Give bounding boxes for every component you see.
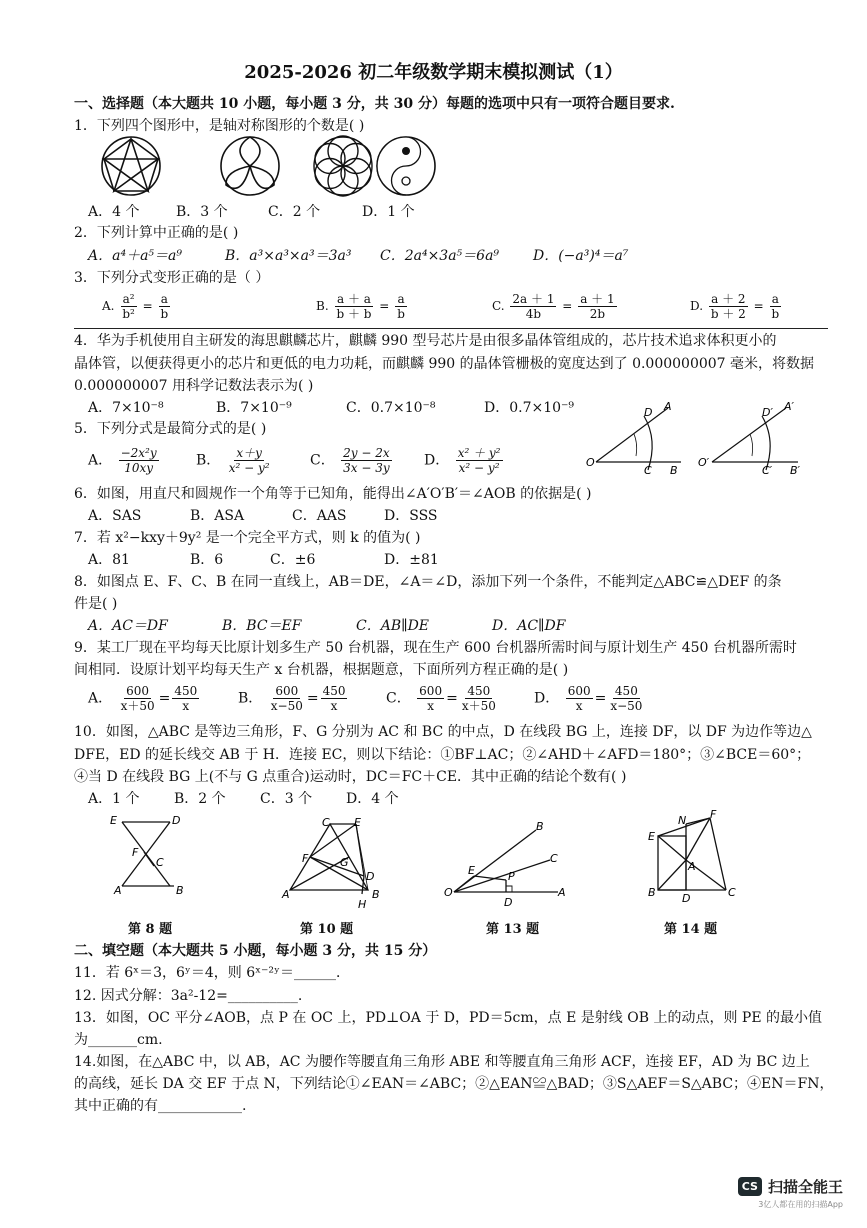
watermark-brand: 扫描全能王	[767, 1178, 843, 1196]
scanner-watermark	[738, 1176, 843, 1210]
svg-text:A: A	[282, 888, 290, 901]
q8-option-c: C．AB∥DE	[356, 618, 430, 634]
q1-figures	[100, 135, 440, 201]
caption-fig14: 第 14 题	[664, 922, 718, 937]
q3-stem: 3．下列分式变形正确的是（ ）	[74, 270, 270, 286]
q6-figure	[586, 400, 816, 478]
q1-option-a: A．4 个	[88, 204, 140, 220]
q10-option-b: B．2 个	[174, 791, 226, 807]
q14-line-2: 的高线，延长 DA 交 EF 于点 N，下列结论①∠EAN＝∠ABC；②△EAN≌△BAD；③S△AEF＝S△ABC；④EN＝FN，	[74, 1076, 834, 1092]
q9-option-c: C． $\frac{600}{x}$ = $\frac{450}{x+50}$	[386, 684, 496, 713]
six-petal-flower-figure	[314, 136, 372, 196]
svg-text:D: D	[172, 814, 181, 827]
q12-text: 12. 因式分解：3a²-12=__________.	[74, 988, 303, 1004]
q14-line-3: 其中正确的有____________.	[74, 1098, 247, 1114]
svg-text:D: D	[644, 406, 653, 419]
q4-line-1: 4．华为手机使用自主研发的海思麒麟芯片，麒麟 990 型号芯片是由很多晶体管组成的，芯片技术追求体积更小的	[74, 333, 777, 349]
q7-stem: 7．若 x²−kxy＋9y² 是一个完全平方式，则 k 的值为( )	[74, 530, 421, 546]
q4-line-3: 0.000000007 用科学记数法表示为( )	[74, 378, 314, 394]
svg-text:B: B	[176, 884, 184, 897]
q2-option-b: B．a³×a³×a³＝3a³	[225, 248, 352, 264]
q8-option-b: B．BC＝EF	[222, 618, 302, 634]
q6-option-a: A．SAS	[88, 508, 142, 524]
svg-text:E: E	[468, 864, 475, 877]
q13-line-2: 为_______cm.	[74, 1032, 163, 1048]
q11-text: 11．若 6ˣ＝3，6ʸ＝4，则 6ˣ⁻²ʸ＝______．	[74, 965, 350, 981]
q8-line-1: 8．如图点 E、F、C、B 在同一直线上，AB＝DE，∠A＝∠D，添加下列一个条件，不能判定△ABC≌△DEF 的条	[74, 574, 782, 590]
svg-text:B: B	[648, 886, 656, 899]
q4-option-b: B．7×10⁻⁹	[216, 400, 292, 416]
q4-option-c: C．0.7×10⁻⁸	[346, 400, 436, 416]
q4-line-2: 晶体管，以便获得更小的芯片和更低的电力功耗，而麒麟 990 的晶体管栅极的宽度达到了 0.000000007 毫米，将数据	[74, 356, 815, 372]
q7-option-a: A．81	[88, 552, 130, 568]
q13-line-1: 13．如图，OC 平分∠AOB，点 P 在 OC 上，PD⊥OA 于 D，PD＝5cm，点 E 是射线 OB 上的动点，则 PE 的最小值	[74, 1010, 822, 1026]
q5-option-b: B． $\frac{x+y}{\text{x² − y²}}$	[196, 446, 270, 475]
q3-option-c: C. $\frac{2a + 1}{4b}$ = $\frac{a + 1}{2b}$	[492, 292, 615, 321]
q6-option-b: B．ASA	[190, 508, 245, 524]
svg-text:G: G	[340, 856, 349, 869]
q9-option-a: A． $\frac{600}{x+50}$ = $\frac{450}{x}$	[88, 684, 198, 713]
three-petal-figure	[221, 137, 279, 195]
q10-option-a: A．1 个	[88, 791, 140, 807]
svg-text:A′: A′	[784, 400, 795, 413]
svg-text:H: H	[358, 898, 367, 911]
q2-option-d: D．(−a³)⁴＝a⁷	[533, 248, 629, 264]
q4-option-a: A．7×10⁻⁸	[88, 400, 164, 416]
q2-option-a: A．a⁴＋a⁵＝a⁹	[88, 248, 182, 264]
q6-option-d: D．SSS	[384, 508, 438, 524]
svg-text:B: B	[536, 820, 544, 833]
caption-fig8: 第 8 题	[128, 922, 173, 937]
q7-option-c: C．±6	[270, 552, 316, 568]
fig14-diagram	[640, 810, 750, 906]
q14-line-1: 14.如图，在△ABC 中，以 AB，AC 为腰作等腰直角三角形 ABE 和等腰直角三角形 ACF，连接 EF，AD 为 BC 边上	[74, 1054, 810, 1070]
q5-stem: 5．下列分式是最简分式的是( )	[74, 421, 267, 437]
q10-line-2: DFE，ED 的延长线交 AB 于 H．连接 EC，则以下结论：①BF⊥AC；②∠AHD＋∠AFD＝180°；③∠BCE＝60°；	[74, 747, 811, 763]
q6-stem: 6．如图，用直尺和圆规作一个角等于已知角，能得出∠A′O′B′＝∠AOB 的依据是( )	[74, 486, 592, 502]
svg-text:A: A	[688, 860, 696, 873]
q8-option-a: A．AC＝DF	[88, 618, 168, 634]
page-title: 2025-2026 初二年级数学期末模拟测试（1）	[244, 62, 623, 83]
svg-text:O: O	[586, 456, 595, 469]
svg-text:D: D	[366, 870, 375, 883]
svg-text:C: C	[322, 816, 330, 829]
q10-option-c: C．3 个	[260, 791, 313, 807]
svg-text:B: B	[372, 888, 380, 901]
q1-option-c: C．2 个	[268, 204, 321, 220]
svg-text:D: D	[682, 892, 691, 905]
fig8-diagram	[108, 812, 198, 904]
q7-option-b: B．6	[190, 552, 224, 568]
q3-option-a: A. $\frac{\text{a²}}{\text{b²}}$ = $\frac{a}{b}$	[102, 292, 169, 321]
svg-text:F: F	[302, 852, 309, 865]
q8-line-2: 件是( )	[74, 596, 118, 612]
svg-text:P: P	[508, 870, 515, 883]
caption-fig10: 第 10 题	[300, 922, 354, 937]
q9-line-1: 9．某工厂现在平均每天比原计划多生产 50 台机器，现在生产 600 台机器所需时间与原计划生产 450 台机器所需时	[74, 640, 797, 656]
svg-text:B′: B′	[790, 464, 801, 477]
svg-text:C: C	[156, 856, 164, 869]
q10-line-3: ④当 D 在线段 BG 上(不与 G 点重合)运动时，DC＝FC＋CE．其中正确的结论个数有( )	[74, 769, 627, 785]
divider-line	[74, 328, 828, 329]
svg-text:A: A	[558, 886, 566, 899]
q6-option-c: C．AAS	[292, 508, 347, 524]
q3-option-d: D. $\frac{a + 2}{b + 2}$ = $\frac{a}{b}$	[690, 292, 780, 321]
q5-option-d: D． $\frac{\text{x² ＋ y²}}{\text{x² − y²}}$	[424, 446, 501, 475]
section-heading-choice: 一、选择题（本大题共 10 小题，每小题 3 分，共 30 分）每题的选项中只有一项符合题目要求.	[74, 96, 675, 112]
caption-fig13: 第 13 题	[486, 922, 540, 937]
svg-text:D: D	[504, 896, 513, 909]
svg-text:E: E	[110, 814, 117, 827]
q6-figure-labels	[586, 400, 801, 477]
q2-option-c: C．2a⁴×3a⁵＝6a⁹	[380, 248, 500, 264]
fig13-diagram	[442, 818, 572, 908]
q5-option-c: C． $\frac{2y - 2x}{3x - 3y}$	[310, 446, 390, 475]
svg-text:F: F	[132, 846, 139, 859]
svg-text:C′: C′	[762, 464, 773, 477]
watermark-subtitle: 3亿人都在用的扫描App	[758, 1200, 843, 1209]
q9-line-2: 间相同．设原计划平均每天生产 x 台机器，根据题意，下面所列方程正确的是( )	[74, 662, 569, 678]
svg-text:E: E	[354, 816, 361, 829]
q10-option-d: D．4 个	[346, 791, 399, 807]
svg-text:N: N	[678, 814, 687, 827]
q2-stem: 2．下列计算中正确的是( )	[74, 225, 239, 241]
yin-yang-figure	[377, 137, 435, 195]
svg-text:A: A	[664, 400, 672, 413]
svg-text:F: F	[710, 808, 717, 821]
q3-option-b: B. $\frac{a + a}{b + b}$ = $\frac{a}{b}$	[316, 292, 405, 321]
svg-text:O: O	[444, 886, 453, 899]
svg-text:A: A	[114, 884, 122, 897]
q1-stem: 1．下列四个图形中，是轴对称图形的个数是( )	[74, 118, 365, 134]
svg-text:D′: D′	[762, 406, 773, 419]
svg-text:C: C	[728, 886, 736, 899]
svg-text:O′: O′	[698, 456, 710, 469]
q9-option-b: B． $\frac{600}{x-50}$ = $\frac{450}{x}$	[238, 684, 346, 713]
q4-option-d: D．0.7×10⁻⁹	[484, 400, 575, 416]
q10-line-1: 10．如图，△ABC 是等边三角形，F、G 分别为 AC 和 BC 的中点，D 在线段 BG 上，连接 DF，以 DF 为边作等边△	[74, 724, 812, 740]
q1-option-b: B．3 个	[176, 204, 228, 220]
camscanner-logo-icon: CS	[738, 1177, 762, 1196]
svg-text:B: B	[670, 464, 678, 477]
svg-text:E: E	[648, 830, 655, 843]
q1-option-d: D．1 个	[362, 204, 415, 220]
section-heading-fill: 二、填空题（本大题共 5 小题，每小题 3 分，共 15 分）	[74, 943, 437, 959]
q9-option-d: D． $\frac{600}{x}$ = $\frac{450}{x-50}$	[534, 684, 643, 713]
svg-text:C: C	[550, 852, 558, 865]
fig10-diagram	[280, 814, 390, 912]
q8-option-d: D．AC∥DF	[492, 618, 566, 634]
q5-option-a: A． $\frac{\text{−2x²y}}{10xy}$	[88, 446, 157, 475]
q7-option-d: D．±81	[384, 552, 439, 568]
svg-text:C: C	[644, 464, 652, 477]
pentagon-star-figure	[102, 137, 160, 195]
